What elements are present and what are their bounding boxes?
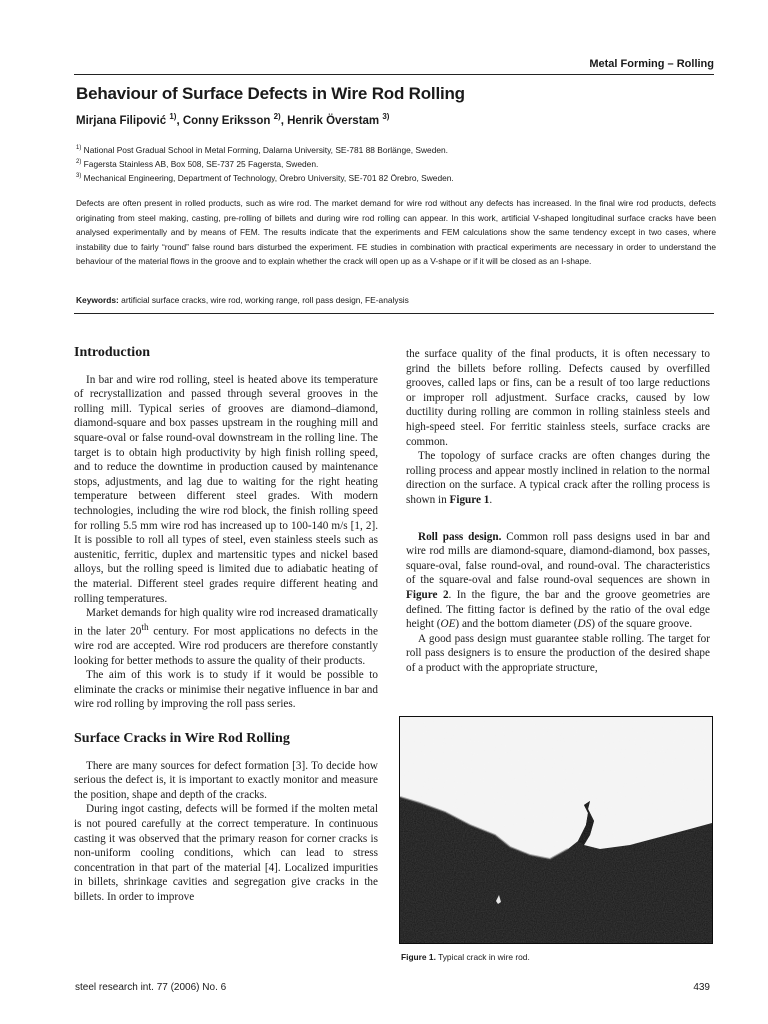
- affiliations: [76, 142, 454, 183]
- figure-reference: Figure 1: [449, 493, 490, 506]
- text-run: ) of the square groove.: [591, 618, 693, 631]
- right-column: [406, 347, 710, 675]
- figure-1-caption: [401, 952, 530, 962]
- affiliation-text: Mechanical Engineering, Department of Technology, Örebro University, SE-701 82 Örebro, Sweden.: [83, 172, 454, 183]
- author-sup: 3): [382, 112, 390, 121]
- author-name: Henrik Överstam: [287, 114, 380, 127]
- symbol: OE: [440, 618, 456, 631]
- affiliation-line: [76, 156, 454, 170]
- affiliation-sup: 1): [76, 145, 82, 151]
- text-run: ) and the bottom diameter (: [455, 618, 578, 631]
- affiliation-text: National Post Gradual School in Metal Forming, Dalarna University, SE-781 88 Borlänge, Sweden.: [83, 144, 449, 155]
- author-name: Mirjana Filipović: [76, 114, 167, 127]
- affiliation-sup: 3): [76, 172, 82, 179]
- introduction-heading: Introduction: [74, 345, 150, 360]
- right-paragraph-2: [406, 449, 710, 507]
- page-number: 439: [693, 982, 710, 993]
- crack-micrograph-image: [400, 717, 712, 943]
- keywords-rule: [74, 313, 714, 314]
- left-column: [74, 346, 378, 905]
- surface-cracks-heading: Surface Cracks in Wire Rod Rolling: [74, 730, 290, 746]
- text-run: century. For most applications no defects in the wire rod are accepted. Wire rod producers are therefore constantly looking for better methods to assure the quality of their products.: [74, 625, 378, 667]
- text-run: The topology of surface cracks are often changes during the rolling process and appear mostly inclined in relation to the normal direction on the surface. A typical crack after the rolling process is shown in: [406, 450, 710, 506]
- author-sup: 1): [169, 112, 177, 121]
- introduction-paragraph-3: The aim of this work is to study if it would be possible to eliminate the cracks or minimise their negative influence in bar and wire rod rolling by improving the roll pass series.: [74, 669, 378, 711]
- surface-cracks-paragraph-2: During ingot casting, defects will be formed if the molten metal is not poured carefully at the correct temperature. In continuous casting it was observed that the primary reason for corner cracks is non-uniform cooling conditions, which can lead to stress concentration in that part of the material [4]. Localized impurities in billets, shrinkage cavities and segregation give cracks in the billets. In order to improve: [74, 803, 378, 903]
- surface-cracks-paragraph-1: There are many sources for defect formation [3]. To decide how serious the defect is, it is important to exactly monitor and measure the position, shape and depth of the cracks.: [74, 759, 378, 801]
- figure-caption-text: Typical crack in wire rod.: [438, 952, 530, 962]
- introduction-paragraph-2: [74, 606, 378, 668]
- keywords-text: artificial surface cracks, wire rod, working range, roll pass design, FE-analysis: [121, 295, 409, 305]
- author-sup: 2): [273, 112, 281, 121]
- header-rule: [74, 74, 714, 75]
- affiliation-sup: 2): [76, 158, 82, 165]
- text-run: . In the figure, the bar and the groove geometries are defined. The fitting factor is defined by the ratio of the oval edge height (: [406, 588, 710, 631]
- affiliation-line: [76, 142, 454, 156]
- affiliation-line: [76, 170, 454, 184]
- journal-footer: steel research int. 77 (2006) No. 6: [75, 982, 227, 993]
- text-run: .: [489, 493, 493, 506]
- affiliation-text: Fagersta Stainless AB, Box 508, SE-737 25 Fagersta, Sweden.: [83, 158, 319, 169]
- figure-1-crack-micrograph: [399, 716, 713, 944]
- text-run: Market demands for high quality wire rod increased dramatically in the later 20: [74, 607, 378, 638]
- abstract: Defects are often present in rolled products, such as wire rod. The market demand for wire rod without any defects has increased. In the final wire rod products, defects originating from steel making, casting, pre-rolling of billets and during wire rod rolling can appear. In this work, artificial V-shaped longitudinal surface cracks have been analysed experimentally and by means of FEM. The results indicate that the experiments and FEM calculations show the same tendency except in two cases, where instability due to fairly “round” false round bars disturbed the experiment. FE studies in combination with practical experiments are necessary in order to understand the behaviour of the material flows in the groove and to explain whether the crack will open up as a V-shape or if it will be closed as an I-shape.: [76, 198, 716, 266]
- keywords: [76, 295, 409, 305]
- author-name: Conny Eriksson: [182, 114, 271, 127]
- paper-title: Behaviour of Surface Defects in Wire Rod Rolling: [76, 84, 465, 103]
- figure-reference: Figure 2: [406, 588, 449, 601]
- keywords-label: Keywords:: [76, 295, 119, 305]
- authors: Mirjana Filipović $^{1)}$, Conny Eriksson $^{2)}$, Henrik Överstam $^{3)}$: [76, 112, 390, 127]
- section-header: Metal Forming – Rolling: [589, 58, 714, 70]
- text-run: Common roll pass designs used in bar and wire rod mills are diamond-square, diamond-diamond, box passes, square-oval, false round-oval, and round-oval. The characteristics of the square-oval and false round-oval sequences are shown in: [406, 530, 710, 587]
- introduction-paragraph-1: In bar and wire rod rolling, steel is heated above its temperature of recrystallization and passed through several grooves in the rolling mill. Typical series of grooves are diamond–diamond, diamond-square and box passes upstream in the roughing mill and square-oval or false round-oval downstream in the rolling line. The target is to obtain high productivity by high finish rolling speed, and to reduce the downtime in production caused by maintenance stops, adjustments, and lag due to waiting for the right heating temperature between different steel grades. With modern technologies, including the wire rod block, the finish rolling speed for rolling 5.5 mm wire rod has increased up to 100-140 m/s [1, 2]. It is possible to roll all types of steel, even stainless steels such as austenitic, ferritic, duplex and martensitic types and nickel based alloys, but the rolling speed is limited due to adiabatic heating of the material. Different steel grades require different heating and rolling temperatures.: [74, 373, 378, 605]
- roll-pass-design-paragraph: [406, 530, 710, 632]
- right-paragraph-4: A good pass design must guarantee stable rolling. The target for roll pass designers is to ensure the production of the desired shape of a product with the appropriate structure,: [406, 632, 710, 674]
- figure-label: Figure 1.: [401, 952, 436, 962]
- symbol: DS: [577, 618, 592, 631]
- right-paragraph-1: the surface quality of the final products, it is often necessary to grind the billets before rolling. Defects caused by overfilled grooves, called laps or fins, can be a result of too large reductions or improper roll adjustment. Surface cracks, caused by low ductility during rolling are common in rolling stainless steels and high-speed steel. For ferritic stainless steels, surface cracks are common.: [406, 348, 710, 448]
- text-sup: th: [141, 622, 149, 633]
- run-in-heading: Roll pass design.: [418, 530, 502, 543]
